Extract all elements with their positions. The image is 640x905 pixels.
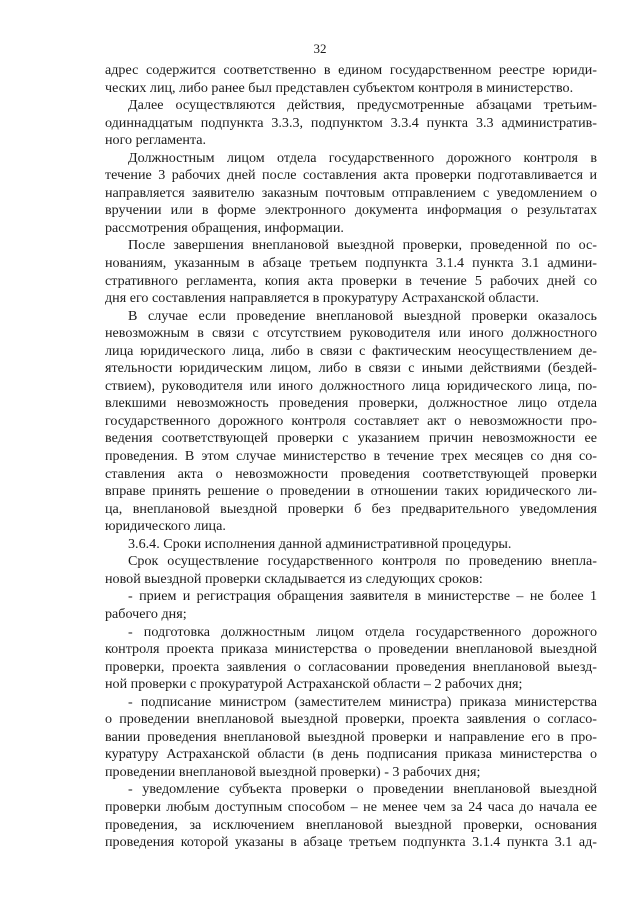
page-number: 32	[313, 41, 327, 56]
text-line: одиннадцатым подпункта 3.3.3, подпунктом 3.3.4 пункта 3.3 административ-	[105, 114, 597, 131]
text-line: - уведомление субъекта проверки о проведении внеплановой выездной	[128, 781, 597, 798]
text-line: - подготовка должностным лицом отдела государственного дорожного	[128, 623, 597, 640]
text-line: проведения, за исключением внеплановой выездной проверки, основания	[105, 816, 597, 833]
text-line: После завершения внеплановой выездной проверки, проведенной по ос-	[128, 237, 597, 254]
text-line: ного регламента.	[105, 132, 207, 149]
text-line: - подписание министром (заместителем министра) приказа министерства	[128, 693, 597, 710]
text-line: ставления акта о невозможности проведения соответствующей проверки	[105, 465, 597, 482]
text-line: проверки, проекта заявления о согласовании проведения внеплановой выезд-	[105, 658, 597, 675]
text-line: - прием и регистрация обращения заявителя в министерстве – не более 1	[128, 588, 597, 605]
text-line: проведения которой указаны в абзаце третьем подпункта 3.1.4 пункта 3.1 ад-	[105, 834, 597, 851]
text-line: контроля проекта приказа министерства о проведении внеплановой выездной	[105, 641, 597, 658]
text-line: нованиям, указанным в абзаце третьем подпункта 3.1.4 пункта 3.1 админи-	[105, 255, 597, 272]
text-line: новой выездной проверки складывается из следующих сроков:	[105, 570, 483, 587]
text-line: течение 3 рабочих дней после составления акта проверки подготавливается и	[105, 167, 597, 184]
text-line: проверки любым доступным способом – не менее чем за 24 часа до начала ее	[105, 798, 597, 815]
text-line: государственного дорожного контроля составляет акт о невозможности про-	[105, 412, 597, 429]
document-body	[105, 62, 597, 852]
text-line: вании проведения внеплановой выездной проверки и направление его в про-	[105, 728, 597, 745]
text-line: Должностным лицом отдела государственного дорожного контроля в	[128, 149, 597, 166]
text-line: вручении или в форме электронного документа информация о результатах	[105, 202, 597, 219]
text-line: проведения. В этом случае министерство в течение трех месяцев со дня со-	[105, 448, 597, 465]
text-line: дня его составления направляется в прокуратуру Астраханской области.	[105, 290, 540, 307]
text-line: вправе принять решение о проведении в отношении таких юридического ли-	[105, 483, 597, 500]
text-line: юридического лица.	[105, 518, 226, 535]
text-line: проведении внеплановой выездной проверки) - 3 рабочих дня;	[105, 763, 481, 780]
text-line: рассмотрения обращения, информации.	[105, 219, 344, 236]
text-line: влекшими невозможность проведения проверки, должностное лицо отдела	[105, 395, 597, 412]
text-line: лица юридического лица, либо в связи с фактическим неосуществлением де-	[105, 342, 597, 359]
text-line: В случае если проведение внеплановой выездной проверки оказалось	[128, 307, 597, 324]
text-line: адрес содержится соответственно в едином государственном реестре юриди-	[105, 62, 597, 78]
text-line: рабочего дня;	[105, 605, 187, 622]
text-line: стративного регламента, копия акта проверки в течение 5 рабочих дней со	[105, 272, 597, 289]
text-line: Срок осуществление государственного контроля по проведению внепла-	[128, 553, 597, 570]
text-line: о проведении внеплановой выездной проверки, проекта заявления о согласо-	[105, 711, 597, 728]
text-line: Далее осуществляются действия, предусмотренные абзацами третьим-	[128, 97, 597, 114]
text-line: 3.6.4. Сроки исполнения данной административной процедуры.	[128, 535, 512, 552]
text-line: ствием), руководителя или иного должностного лица юридического лица, по-	[105, 377, 597, 394]
text-line: ческих лиц, либо ранее был представлен субъектом контроля в министерство.	[105, 79, 574, 96]
text-line: направляется заявителю заказным почтовым отправлением с уведомлением о	[105, 184, 597, 201]
text-line: ца, внеплановой выездной проверки б без предварительного уведомления	[105, 500, 597, 517]
text-line: ной проверки с прокуратурой Астраханской области – 2 рабочих дня;	[105, 676, 523, 693]
text-line: ведения соответствующей проверки с указанием причин невозможности ее	[105, 430, 597, 447]
text-line: куратуру Астраханской области (в день подписания приказа министерства о	[105, 746, 597, 763]
text-line: ятельности юридическим лицом, либо в связи с иными действиями (бездей-	[105, 360, 597, 377]
text-line: невозможным в связи с отсутствием руководителя или иного должностного	[105, 325, 597, 342]
